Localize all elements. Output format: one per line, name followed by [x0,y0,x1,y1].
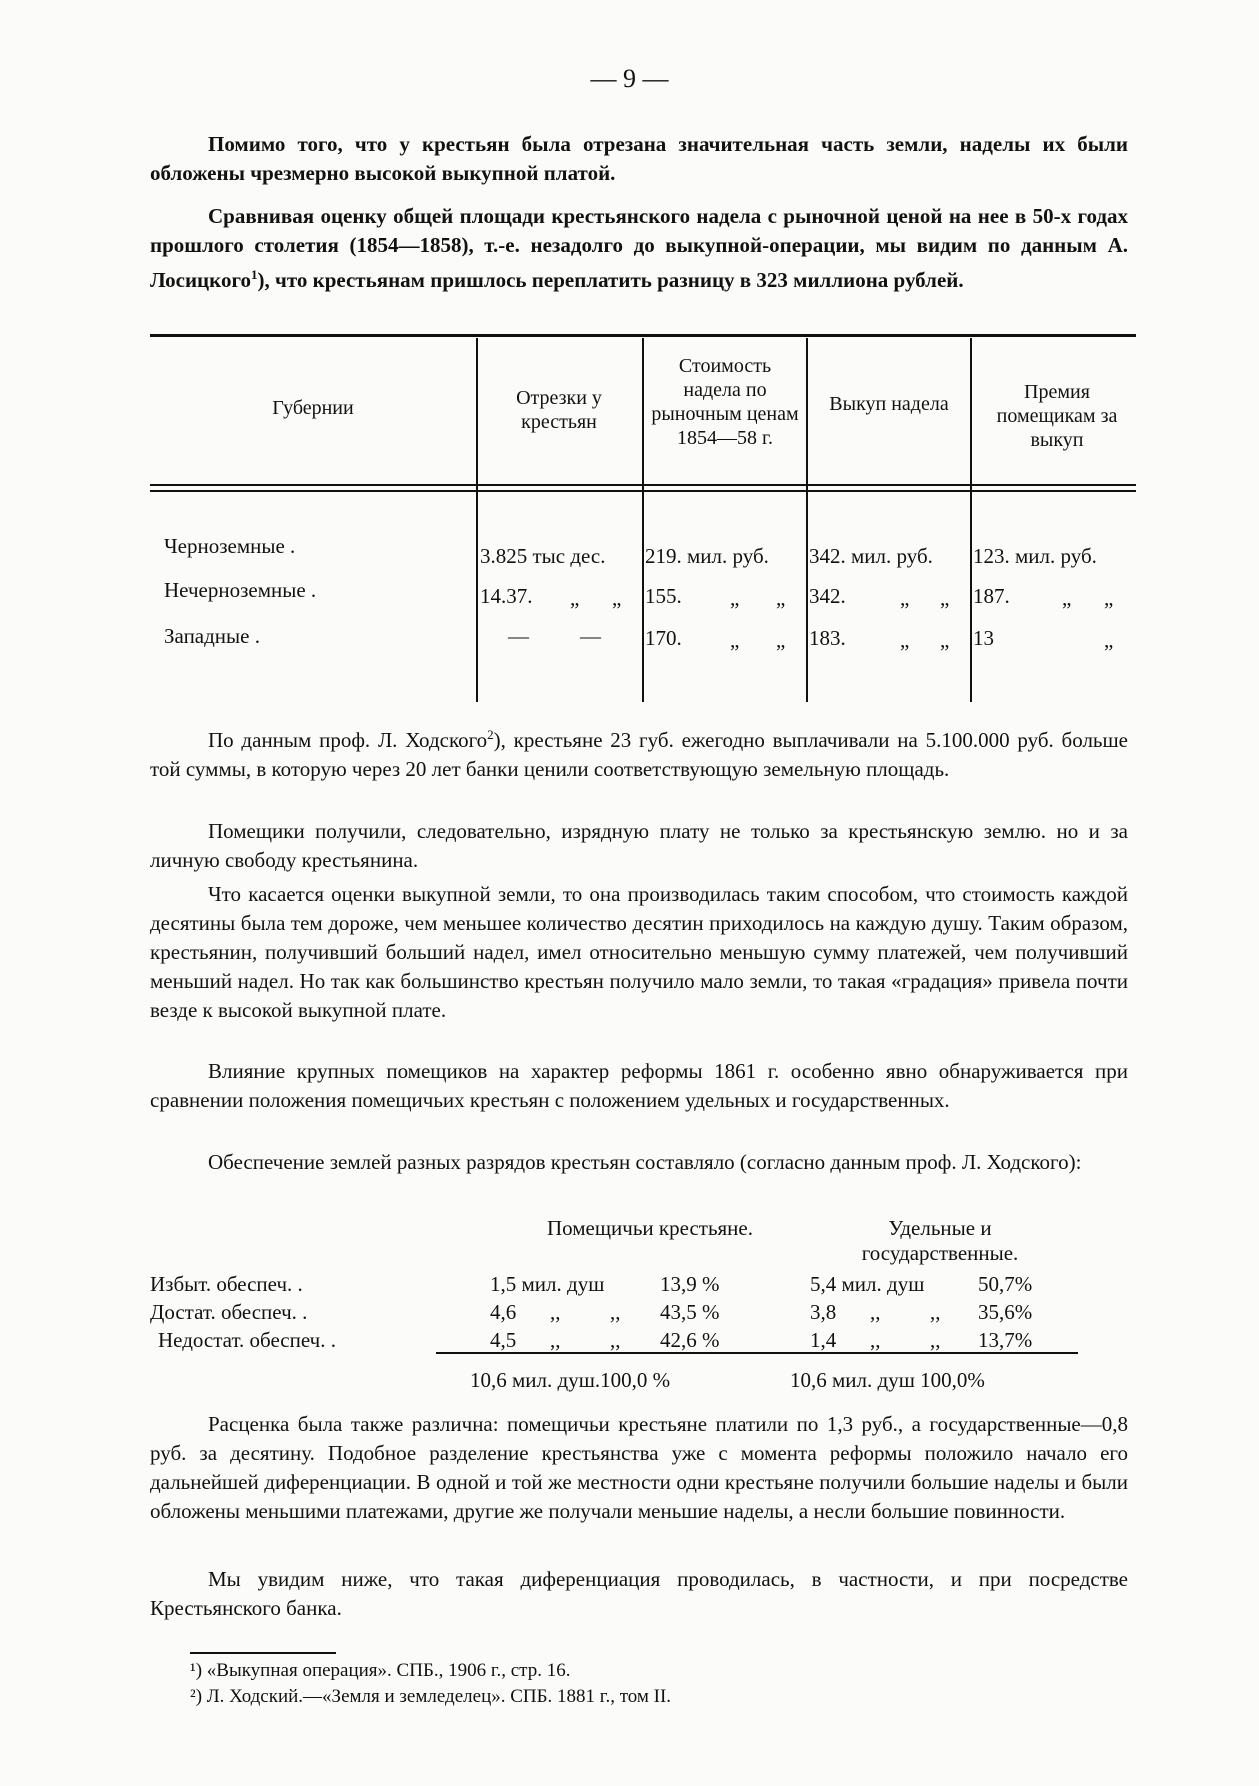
ditto-mark: „ [900,628,910,652]
ditto-mark: ,, [930,1328,941,1352]
paragraph-9: Мы увидим ниже, что такая диференциация проводилась, в частности, и при посредстве Крестьянского банка. [150,1567,1128,1620]
cuts-western: — [508,624,529,648]
cost-western: 170. [645,626,682,650]
ditto-mark: „ [900,586,910,610]
region-chernozem: Черноземные . [164,534,296,558]
header-region: Губернии [272,397,354,419]
right-value: 5,4 мил. душ [810,1272,925,1296]
ditto-mark: „ [1104,628,1114,652]
paragraph-2: Сравнивая оценку общей площади крестьянского надела с рыночной ценой на нее в 50-х годах прошлого столетия (1854—1858), т.-е. незадолго до выкупной-операции, мы видим по данным А. Лосицкого$^1$), что крестьянам пришлось переплатить разницу в 323 миллиона рублей. [150,204,1128,292]
premium-chernozem: 123. мил. руб. [973,544,1097,568]
ditto-mark: ,, [550,1300,561,1324]
header-cuts: Отрезки у крестьян [516,387,602,433]
paragraph-3: По данным проф. Л. Ходского$^2$), крестьяне 23 губ. ежегодно выплачивали на 5.100.000 руб. больше той суммы, в которую через 20 лет банки ценили соответствующую земельную площадь. [150,727,1128,781]
ditto-mark: ,, [870,1300,881,1324]
left-value: 1,5 мил. душ [490,1272,605,1296]
buyout-western: 183. [809,626,846,650]
paragraph-5: Что касается оценки выкупной земли, то она производилась таким способом, что стоимость каждой десятины была тем дороже, чем меньшее количество десятин приходилось на каждую душу. Таким образом, крестьянин, получивший больший надел, имел относительно меньшую сумму платежей, чем получивший меньший надел. Но так как большинство крестьян получило мало земли, то такая «градация» привела почти везде к высокой выкупной плате. [150,882,1128,1022]
right-percent: 50,7% [978,1272,1033,1296]
paragraph-4: Помещики получили, следовательно, изрядную плату не только за крестьянскую землю. но и за личную свободу крестьянина. [150,819,1128,872]
ditto-mark: ,, [550,1328,561,1352]
ditto-mark: ,, [870,1328,881,1352]
ditto-mark: „ [730,628,740,652]
right-value: 3,8 [810,1300,837,1324]
total-left: 10,6 мил. душ.100,0 % [470,1368,671,1392]
buyout-chernozem: 342. мил. руб. [809,544,933,568]
cuts-nonchernozem: 14.37. [480,584,533,608]
cuts-chernozem: 3.825 тыс дес. [480,544,606,568]
right-percent: 13,7% [978,1328,1033,1352]
premium-western: 13 [973,626,994,650]
footnote-ref-1: 1 [250,267,258,282]
ditto-mark: „ [776,586,786,610]
paragraph-6: Влияние крупных помещиков на характер реформы 1861 г. особенно явно обнаруживается при сравнении положения помещичьих крестьян с положением удельных и государственных. [150,1059,1128,1112]
premium-nonchernozem: 187. [973,584,1010,608]
header-cost: Стоимость надела по рыночным ценам 1854—58 г. [651,355,799,449]
header-premium: Премия помещикам за выкуп [996,381,1118,451]
ditto-mark: „ [1062,586,1072,610]
ditto-mark: „ [940,586,950,610]
row-label: Недостат. обеспеч. . [158,1328,336,1352]
row-label: Избыт. обеспеч. . [150,1272,303,1296]
total-right: 10,6 мил. душ 100,0% [790,1368,985,1392]
right-value: 1,4 [810,1328,837,1352]
regions-table [150,334,1136,702]
footnote-2: ²) Л. Ходский.—«Земля и земледелец». СПБ. 1881 г., том II. [190,1686,672,1707]
left-percent: 13,9 % [660,1272,720,1296]
header-pomeshchik: Помещичьи крестьяне. [546,1216,753,1240]
footnote-1: ¹) «Выкупная операция». СПБ., 1906 г., стр. 16. [190,1660,571,1681]
ditto-mark: „ [612,586,622,610]
left-percent: 43,5 % [660,1300,720,1324]
land-distribution-table [150,1216,1080,1400]
right-percent: 35,6% [978,1300,1033,1324]
region-western: Западные . [164,624,260,648]
ditto-mark: ,, [610,1300,621,1324]
dash-mark: — [580,624,601,648]
paragraph-8: Расценка была также различна: помещичьи крестьяне платили по 1,3 руб., а государственные—0,8 руб. за десятину. Подобное разделение крестьянства уже с момента реформы положило начало его дальнейшей диференциации. В одной и той же местности одни крестьяне получили большие наделы и были обложены меньшими платежами, другие же получали меньшие наделы, а несли большие повинности. [150,1412,1128,1523]
ditto-mark: „ [730,586,740,610]
ditto-mark: ,, [930,1300,941,1324]
ditto-mark: „ [1104,586,1114,610]
footnote-separator [190,1652,336,1654]
cost-nonchernozem: 155. [645,584,682,608]
cost-chernozem: 219. мил. руб. [645,544,769,568]
ditto-mark: „ [776,628,786,652]
row-label: Достат. обеспеч. . [150,1300,308,1324]
ditto-mark: „ [940,628,950,652]
paragraph-1: Помимо того, что у крестьян была отрезана значительная часть земли, наделы их были обложены чрезмерно высокой выкупной платой. [150,132,1128,185]
header-udelnye: Удельные и государственные. [861,1216,1019,1265]
ditto-mark: „ [570,586,580,610]
left-percent: 42,6 % [660,1328,720,1352]
page-number: — 9 — [590,64,669,93]
total-rule [436,1352,1078,1354]
paragraph-7: Обеспечение землей разных разрядов крестьян составляло (согласно данным проф. Л. Ходского): [208,1150,1082,1174]
footnote-ref-2: 2 [487,727,494,742]
buyout-nonchernozem: 342. [809,584,846,608]
header-buyout: Выкуп надела [829,393,949,415]
left-value: 4,5 [490,1328,517,1352]
ditto-mark: ,, [610,1328,621,1352]
left-value: 4,6 [490,1300,517,1324]
region-nonchernozem: Нечерноземные . [164,578,317,602]
